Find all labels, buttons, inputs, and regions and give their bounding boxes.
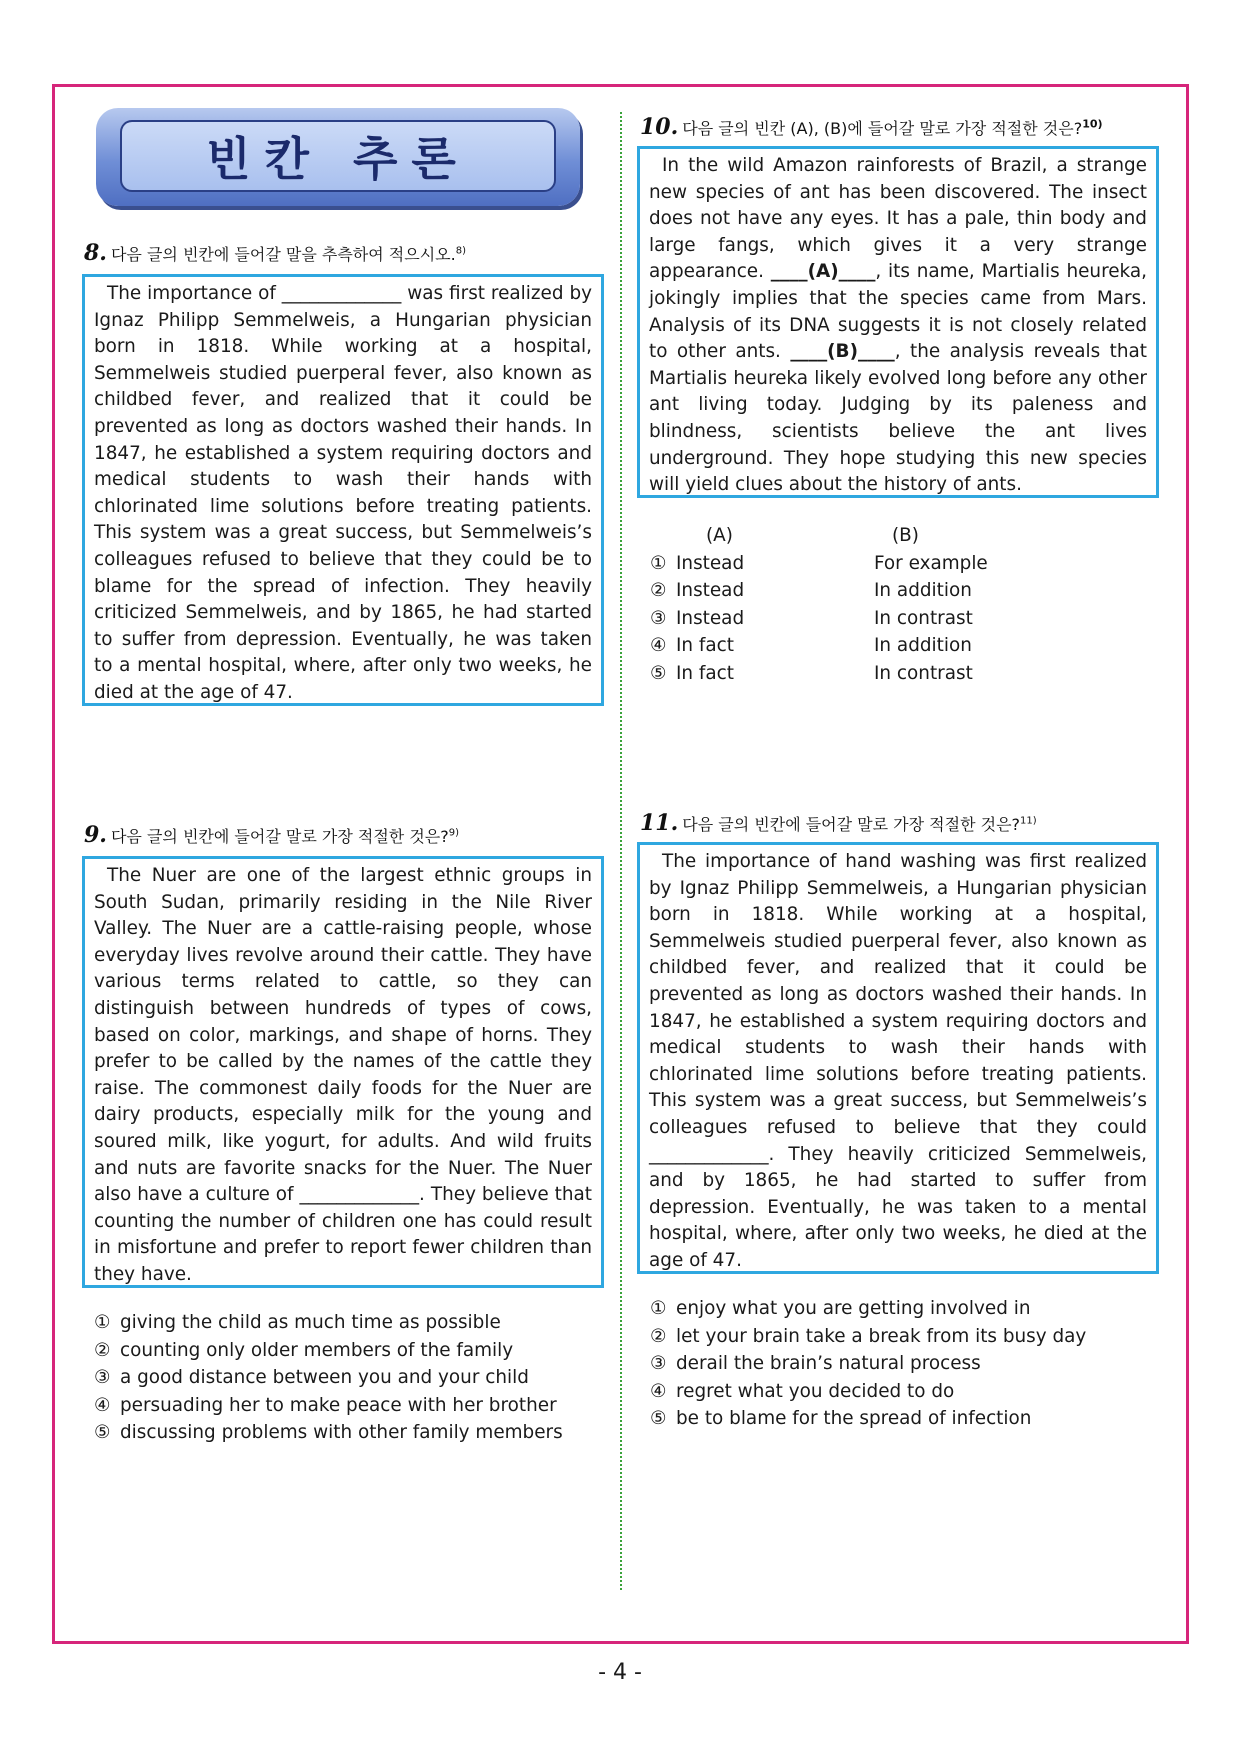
q10-option-4-b: In addition xyxy=(874,635,972,656)
q11-ref: 11) xyxy=(1020,815,1037,827)
q10-blank-b: ____(B)____ xyxy=(790,341,895,363)
page-number: - 4 - xyxy=(598,1660,642,1685)
q10-option-4-mark: ④ xyxy=(650,635,667,656)
q8-header xyxy=(84,240,466,266)
q11-option-4-mark: ④ xyxy=(650,1380,667,1402)
q10-option-2-b: In addition xyxy=(874,580,972,601)
q10-option-1-mark: ① xyxy=(650,552,667,574)
q10-blank-a: ____(A)____ xyxy=(770,261,876,283)
q10-option-4-a: In fact xyxy=(676,635,734,656)
q10-option-5[interactable] xyxy=(650,660,988,688)
q9-instruction: 다음 글의 빈칸에 들어갈 말로 가장 적절한 것은? xyxy=(110,827,449,846)
q9-option-1-mark: ① xyxy=(94,1312,111,1333)
q10-passage-part2: , its name, Martialis heureka, jokingly implies that the species came from Mars. Analysis of its DNA suggests it is not closely related to other ants. xyxy=(649,261,1147,363)
q11-options xyxy=(650,1295,1086,1433)
q10-option-3-mark: ③ xyxy=(650,607,667,629)
q9-option-2-mark: ② xyxy=(94,1339,111,1361)
q9-option-4-text: persuading her to make peace with her brother xyxy=(120,1394,557,1416)
q11-option-2-mark: ② xyxy=(650,1325,667,1347)
q10-options xyxy=(650,522,988,687)
q11-header xyxy=(640,810,1037,836)
q10-option-2-mark: ② xyxy=(650,580,667,601)
q8-number: 8. xyxy=(84,240,107,266)
q11-option-1-mark: ① xyxy=(650,1298,667,1319)
q10-options-header xyxy=(650,522,988,550)
q9-option-2[interactable] xyxy=(94,1337,563,1365)
q10-header-a: (A) xyxy=(706,525,733,546)
q10-header-b: (B) xyxy=(892,525,919,546)
q9-option-4-mark: ④ xyxy=(94,1394,111,1416)
section-banner-inner xyxy=(120,120,556,192)
q9-passage: The Nuer are one of the largest ethnic groups in South Sudan, primarily residing in the Nile River Valley. The Nuer are a cattle-raising people, whose everyday lives revolve around their cattle. They have various terms related to cattle, so they can distinguish between hundreds of types of cows, based on color, markings, and shape of horns. They prefer to be called by the names of the cattle they raise. The commonest daily foods for the Nuer are dairy products, especially milk for the young and soured milk, like yogurt, for adults. And wild fruits and nuts are favorite snacks for the Nuer. The Nuer also have a culture of _____________. They believe that counting the number of children one has could result in misfortune and prefer to report fewer children than they have. xyxy=(94,865,592,1285)
q10-option-2-a: Instead xyxy=(676,580,745,601)
column-divider xyxy=(620,112,622,1590)
q10-passage-part3: , the analysis reveals that Martialis heureka likely evolved long before any other ant living today. Judging by its paleness and blindness, scientists believe the ant lives underground. They hope studying this new species will yield clues about the history of ants. xyxy=(649,341,1147,496)
q9-option-3-mark: ③ xyxy=(94,1367,111,1388)
q11-option-3[interactable] xyxy=(650,1350,1086,1378)
q9-header xyxy=(84,822,459,848)
q8-instruction: 다음 글의 빈칸에 들어갈 말을 추측하여 적으시오. xyxy=(110,245,456,264)
q9-option-1-text: giving the child as much time as possible xyxy=(120,1312,501,1333)
q9-option-4[interactable] xyxy=(94,1392,563,1420)
q10-option-5-a: In fact xyxy=(676,662,734,684)
q11-number: 11. xyxy=(640,810,679,836)
q9-option-3-text: a good distance between you and your child xyxy=(120,1367,529,1388)
q11-option-5[interactable] xyxy=(650,1405,1086,1433)
q10-number: 10. xyxy=(640,114,679,140)
q10-passage-part1: In the wild Amazon rainforests of Brazil, a strange new species of ant has been discovered. The insect does not have any eyes. It has a pale, thin body and large fangs, which gives it a very strange appearance. xyxy=(649,155,1147,283)
q10-option-1[interactable] xyxy=(650,550,988,578)
q8-ref: 8) xyxy=(455,245,466,257)
q10-instruction: 다음 글의 빈칸 (A), (B)에 들어갈 말로 가장 적절한 것은? xyxy=(682,119,1083,138)
q10-option-5-b: In contrast xyxy=(874,662,973,684)
q10-option-4[interactable] xyxy=(650,632,988,660)
q9-options xyxy=(94,1309,563,1447)
q11-instruction: 다음 글의 빈칸에 들어갈 말로 가장 적절한 것은? xyxy=(682,815,1021,834)
q9-passage-box xyxy=(82,856,604,1288)
q9-option-3[interactable] xyxy=(94,1364,563,1392)
q9-number: 9. xyxy=(84,822,107,848)
q11-option-1[interactable] xyxy=(650,1295,1086,1323)
q11-option-2-text: let your brain take a break from its busy day xyxy=(676,1325,1087,1347)
q10-option-2[interactable] xyxy=(650,577,988,605)
q10-option-1-b: For example xyxy=(874,552,988,574)
q11-option-5-text: be to blame for the spread of infection xyxy=(676,1408,1032,1429)
q10-ref: 10) xyxy=(1082,117,1103,131)
q9-option-5[interactable] xyxy=(94,1419,563,1447)
q8-passage: The importance of _____________ was first realized by Ignaz Philipp Semmelweis, a Hungarian physician born in 1818. While working at a hospital, Semmelweis studied puerperal fever, also known as childbed fever, and realized that it could be prevented as long as doctors washed their hands. In 1847, he established a system requiring doctors and medical students to wash their hands with chlorinated lime solutions before treating patients. This system was a great success, but Semmelweis’s colleagues refused to believe that they could be to blame for the spread of infection. They heavily criticized Semmelweis, and by 1865, he had started to suffer from depression. Eventually, he was taken to a mental hospital, where, after only two weeks, he died at the age of 47. xyxy=(94,283,592,703)
q11-option-1-text: enjoy what you are getting involved in xyxy=(676,1298,1031,1319)
q10-option-5-mark: ⑤ xyxy=(650,662,667,684)
q11-option-4[interactable] xyxy=(650,1378,1086,1406)
q11-passage: The importance of hand washing was first realized by Ignaz Philipp Semmelweis, a Hungarian physician born in 1818. While working at a hospital, Semmelweis studied puerperal fever, also known as childbed fever, and realized that it could be prevented as long as doctors washed their hands. In 1847, he established a system requiring doctors and medical students to wash their hands with chlorinated lime solutions before treating patients. This system was a great success, but Semmelweis’s colleagues refused to believe that they could _____________. They heavily criticized Semmelweis, and by 1865, he had started to suffer from depression. Eventually, he was taken to a mental hospital, where, after only two weeks, he died at the age of 47. xyxy=(649,851,1147,1271)
q10-option-3-b: In contrast xyxy=(874,607,973,629)
q9-option-5-mark: ⑤ xyxy=(94,1422,111,1443)
q9-option-5-text: discussing problems with other family members xyxy=(120,1422,563,1443)
q9-option-1[interactable] xyxy=(94,1309,563,1337)
q11-option-3-mark: ③ xyxy=(650,1353,667,1374)
q11-passage-box xyxy=(637,842,1159,1274)
q8-passage-box xyxy=(82,274,604,706)
q9-ref: 9) xyxy=(448,827,459,839)
q11-option-3-text: derail the brain’s natural process xyxy=(676,1353,981,1374)
q10-option-1-a: Instead xyxy=(676,552,745,574)
section-title: 빈칸 추론 xyxy=(206,132,470,186)
q10-option-3-a: Instead xyxy=(676,607,745,629)
q9-option-2-text: counting only older members of the family xyxy=(120,1339,514,1361)
q11-option-4-text: regret what you decided to do xyxy=(676,1380,955,1402)
q10-header xyxy=(640,114,1103,140)
q11-option-5-mark: ⑤ xyxy=(650,1408,667,1429)
q11-option-2[interactable] xyxy=(650,1323,1086,1351)
q10-passage-box xyxy=(637,146,1159,498)
q10-option-3[interactable] xyxy=(650,605,988,633)
